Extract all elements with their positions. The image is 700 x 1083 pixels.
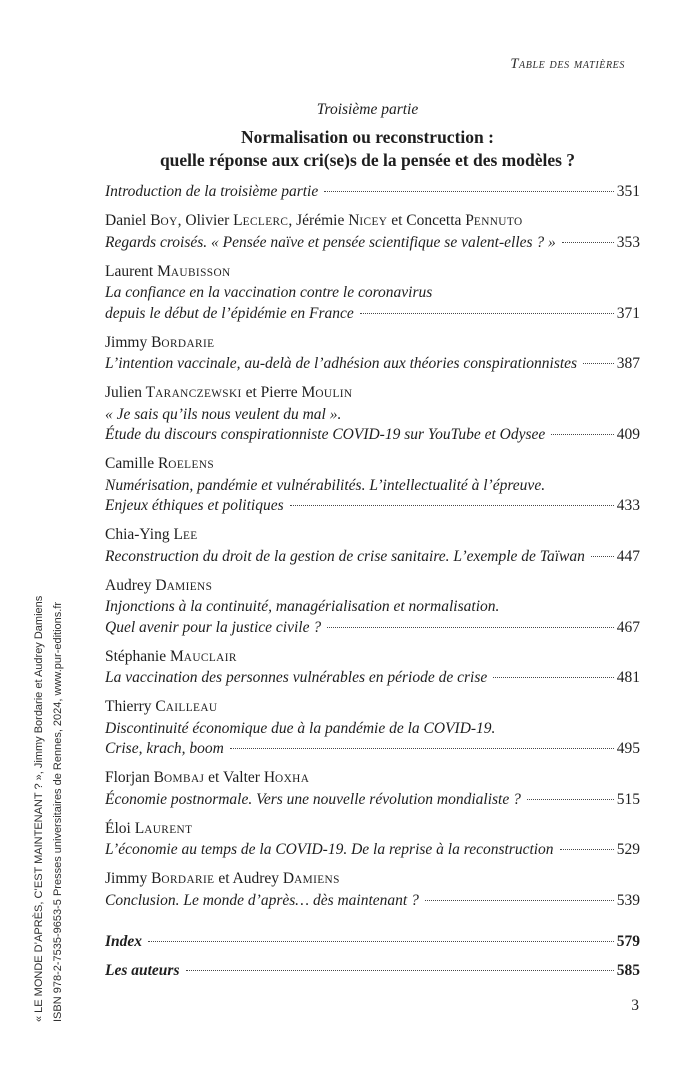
toc-entry: [105, 525, 640, 567]
dot-leader: [148, 941, 614, 942]
dot-leader: [186, 970, 614, 971]
toc-entry: [105, 869, 640, 911]
toc-entry: [105, 383, 640, 446]
dot-leader: [360, 313, 614, 314]
toc-entry-title-line: [105, 840, 640, 861]
toc-entry-authors: Daniel BOY, Olivier LECLERC, Jérémie NICEY et Concetta PENNUTO: [105, 212, 523, 229]
toc-entry: [105, 697, 640, 760]
dot-leader: [560, 849, 614, 850]
toc-entry-page-number: 495: [616, 740, 640, 757]
toc-entry-title-text: Discontinuité économique due à la pandémie de la COVID-19.: [105, 719, 496, 737]
toc-entry: [105, 182, 640, 203]
dot-leader: [425, 900, 614, 901]
toc-entry-page-number: 447: [616, 547, 640, 565]
toc-entry-title-line: [105, 932, 640, 953]
toc-entry-title-text: Enjeux éthiques et politiques: [105, 497, 284, 514]
toc-entry-title-text: L’économie au temps de la COVID-19. De la reprise à la reconstruction: [105, 841, 554, 858]
spine-credit-line-1: « LE MONDE D’APRÈS, C’EST MAINTENANT ? », Jimmy Bordarie et Audrey Damiens: [33, 595, 45, 1022]
toc-entry-title-text: La confiance en la vaccination contre le coronavirus: [105, 284, 433, 301]
toc-entry-title-text: Les auteurs: [105, 962, 180, 979]
toc-entry-page-number: 433: [616, 497, 640, 514]
dot-leader: [527, 799, 614, 800]
part-title-line-2: quelle réponse aux cri(se)s de la pensée et des modèles ?: [159, 150, 576, 170]
toc-entry-title-text: Quel avenir pour la justice civile ?: [105, 618, 322, 636]
toc-entry-title-text: Injonctions à la continuité, managérialisation et normalisation.: [105, 598, 500, 615]
toc-entry-title-line: [105, 304, 640, 325]
toc-entry: [105, 819, 640, 861]
dot-leader: [562, 242, 614, 243]
toc-entry-page-number: 529: [616, 841, 640, 858]
toc-entry-page-number: 579: [616, 933, 640, 950]
toc-entry-authors: Jimmy BORDARIE et Audrey DAMIENS: [105, 870, 340, 887]
toc-entry: [105, 932, 640, 953]
toc-entry-title-text: Introduction de la troisième partie: [105, 183, 319, 200]
toc-entry-page-number: 585: [616, 962, 640, 979]
toc-entry-authors: Éloi LAURENT: [105, 819, 193, 837]
toc-entry-title-line: [105, 618, 640, 639]
running-header: Table des matières: [510, 56, 625, 72]
toc-entry-page-number: 387: [616, 355, 640, 372]
toc-entry: [105, 576, 640, 639]
toc-entry: [105, 454, 640, 517]
toc-entry-authors: Laurent MAUBISSON: [105, 262, 231, 280]
toc-entry-title-line: [105, 405, 640, 426]
dot-leader: [551, 434, 613, 435]
toc-entry: [105, 333, 640, 375]
page-number: 3: [631, 997, 639, 1014]
dot-leader: [583, 363, 614, 364]
toc-entry-title-line: [105, 233, 640, 254]
toc-entry-title-line: [105, 597, 640, 618]
toc-entry-page-number: 539: [616, 891, 640, 909]
toc-entry-title-text: « Je sais qu’ils nous veulent du mal ».: [105, 405, 342, 423]
toc-entry-page-number: 467: [616, 618, 640, 636]
toc-entry-page-number: 371: [616, 304, 640, 322]
toc-entry: [105, 647, 640, 689]
toc-entry-page-number: 353: [616, 233, 640, 251]
toc-entry-page-number: 351: [616, 183, 640, 200]
dot-leader: [290, 505, 614, 506]
toc-entry-authors: Stéphanie MAUCLAIR: [105, 647, 237, 665]
toc-entry-authors: Florjan BOMBAJ et Valter HOXHA: [105, 769, 310, 786]
spine-credit-line-2: ISBN 978-2-7535-9653-5 Presses universitaires de Rennes, 2024, www.pur-editions.fr: [52, 601, 64, 1022]
dot-leader: [493, 677, 614, 678]
toc-entry-title-text: Crise, krach, boom: [105, 740, 224, 757]
toc-entry: [105, 211, 640, 253]
toc-entry-authors: Julien TARANCZEWSKI et Pierre MOULIN: [105, 384, 353, 401]
toc-entry-title-text: Conclusion. Le monde d’après… dès maintenant ?: [105, 891, 419, 909]
toc-entry-title-line: [105, 182, 640, 203]
toc-entry-title-text: L’intention vaccinale, au-delà de l’adhésion aux théories conspirationnistes: [105, 355, 578, 372]
toc-entry-page-number: 515: [616, 790, 640, 808]
toc-entry-page-number: 409: [616, 426, 640, 443]
toc-entry-authors: Jimmy BORDARIE: [105, 333, 215, 351]
toc-entry: [105, 262, 640, 325]
dot-leader: [591, 556, 614, 557]
toc-entry-page-number: 481: [616, 669, 640, 686]
dot-leader: [324, 191, 614, 192]
toc-entry-title-line: [105, 668, 640, 689]
toc-entry-title-line: [105, 354, 640, 375]
toc-entry: [105, 768, 640, 810]
part-title-line-1: Normalisation ou reconstruction :: [241, 127, 494, 147]
toc-entry-title-line: [105, 891, 640, 912]
toc-entry-authors: Camille ROELENS: [105, 455, 214, 472]
part-label: Troisième partie: [316, 101, 419, 118]
part-title: [95, 126, 640, 172]
toc-entry-title-text: Regards croisés. « Pensée naïve et pensée scientifique se valent-elles ? »: [105, 233, 556, 251]
spine-credit: [30, 487, 68, 1022]
toc-entry-title-text: Numérisation, pandémie et vulnérabilités. L’intellectualité à l’épreuve.: [105, 476, 546, 494]
toc-entry-title-text: depuis le début de l’épidémie en France: [105, 304, 354, 322]
toc-entry-authors: Audrey DAMIENS: [105, 576, 213, 594]
toc-entry-authors: Thierry CAILLEAU: [105, 698, 218, 715]
part-heading: [95, 101, 640, 172]
toc-entry-title-text: Étude du discours conspirationniste COVID-19 sur YouTube et Odysee: [105, 426, 546, 443]
toc-entry: [105, 961, 640, 982]
toc-entry-title-line: [105, 496, 640, 517]
toc-entry-title-line: [105, 739, 640, 760]
toc-entry-title-text: Reconstruction du droit de la gestion de crise sanitaire. L’exemple de Taïwan: [105, 547, 585, 565]
toc-list: [105, 182, 640, 982]
toc-entry-title-line: [105, 719, 640, 740]
toc-entry-title-line: [105, 790, 640, 811]
toc-entry-title-line: [105, 476, 640, 497]
toc-entry-title-line: [105, 961, 640, 982]
toc-entry-title-line: [105, 283, 640, 304]
toc-entry-title-text: La vaccination des personnes vulnérables en période de crise: [105, 669, 488, 686]
dot-leader: [327, 627, 614, 628]
toc-entry-title-text: Index: [105, 933, 143, 950]
toc-entry-authors: Chia-Ying LEE: [105, 526, 198, 543]
dot-leader: [230, 748, 614, 749]
toc-entry-title-text: Économie postnormale. Vers une nouvelle révolution mondialiste ?: [105, 790, 521, 808]
toc-entry-title-line: [105, 425, 640, 446]
toc-entry-title-line: [105, 547, 640, 568]
